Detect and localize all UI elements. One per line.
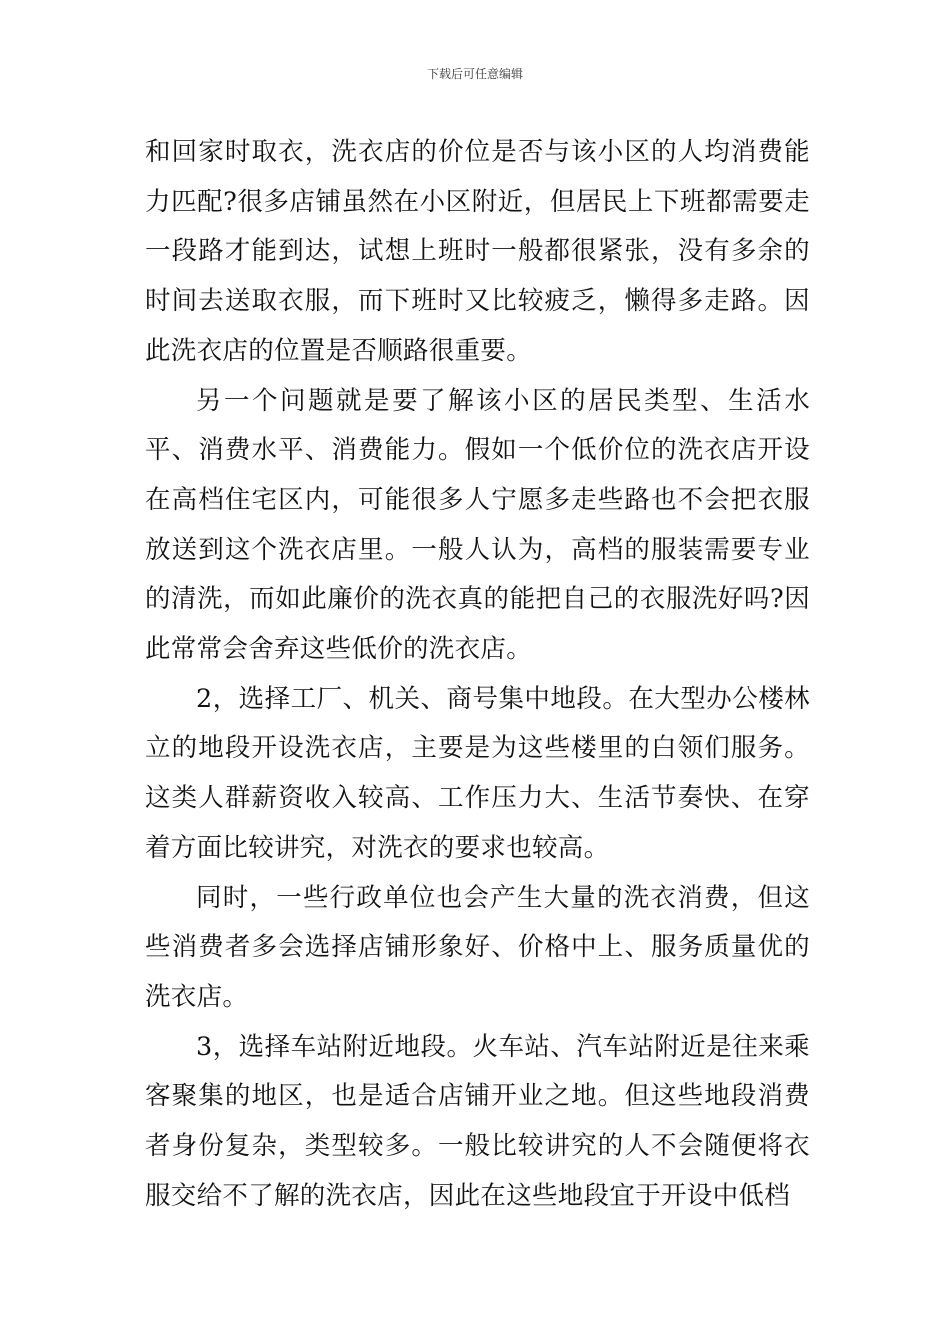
body-text <box>145 128 810 1221</box>
page-header: 下载后可任意编辑 <box>426 67 523 81</box>
paragraph-2: 另一个问题就是要了解该小区的居民类型、生活水平、消费水平、消费能力。假如一个低价位的洗衣店开设在高档住宅区内，可能很多人宁愿多走些路也不会把衣服放送到这个洗衣店里。一般人认为，高档的服装需要专业的清洗，而如此廉价的洗衣真的能把自己的衣服洗好吗?因此常常会舍弃这些低价的洗衣店。 <box>145 385 810 665</box>
paragraph-4: 同时，一些行政单位也会产生大量的洗衣消费，但这些消费者多会选择店铺形象好、价格中上、服务质量优的洗衣店。 <box>145 882 810 1012</box>
paragraph-3: 2，选择工厂、机关、商号集中地段。在大型办公楼林立的地段开设洗衣店，主要是为这些楼里的白领们服务。这类人群薪资收入较高、工作压力大、生活节奏快、在穿着方面比较讲究，对洗衣的要求也较高。 <box>145 683 810 863</box>
paragraph-1: 和回家时取衣，洗衣店的价位是否与该小区的人均消费能力匹配?很多店铺虽然在小区附近，但居民上下班都需要走一段路才能到达，试想上班时一般都很紧张，没有多余的时间去送取衣服，而下班时又比较疲乏，懒得多走路。因此洗衣店的位置是否顺路很重要。 <box>145 137 810 366</box>
paragraph-5: 3，选择车站附近地段。火车站、汽车站附近是往来乘客聚集的地区，也是适合店铺开业之地。但这些地段消费者身份复杂，类型较多。一般比较讲究的人不会随便将衣服交给不了解的洗衣店，因此在这些地段宜于开设中低档 <box>145 1031 810 1211</box>
